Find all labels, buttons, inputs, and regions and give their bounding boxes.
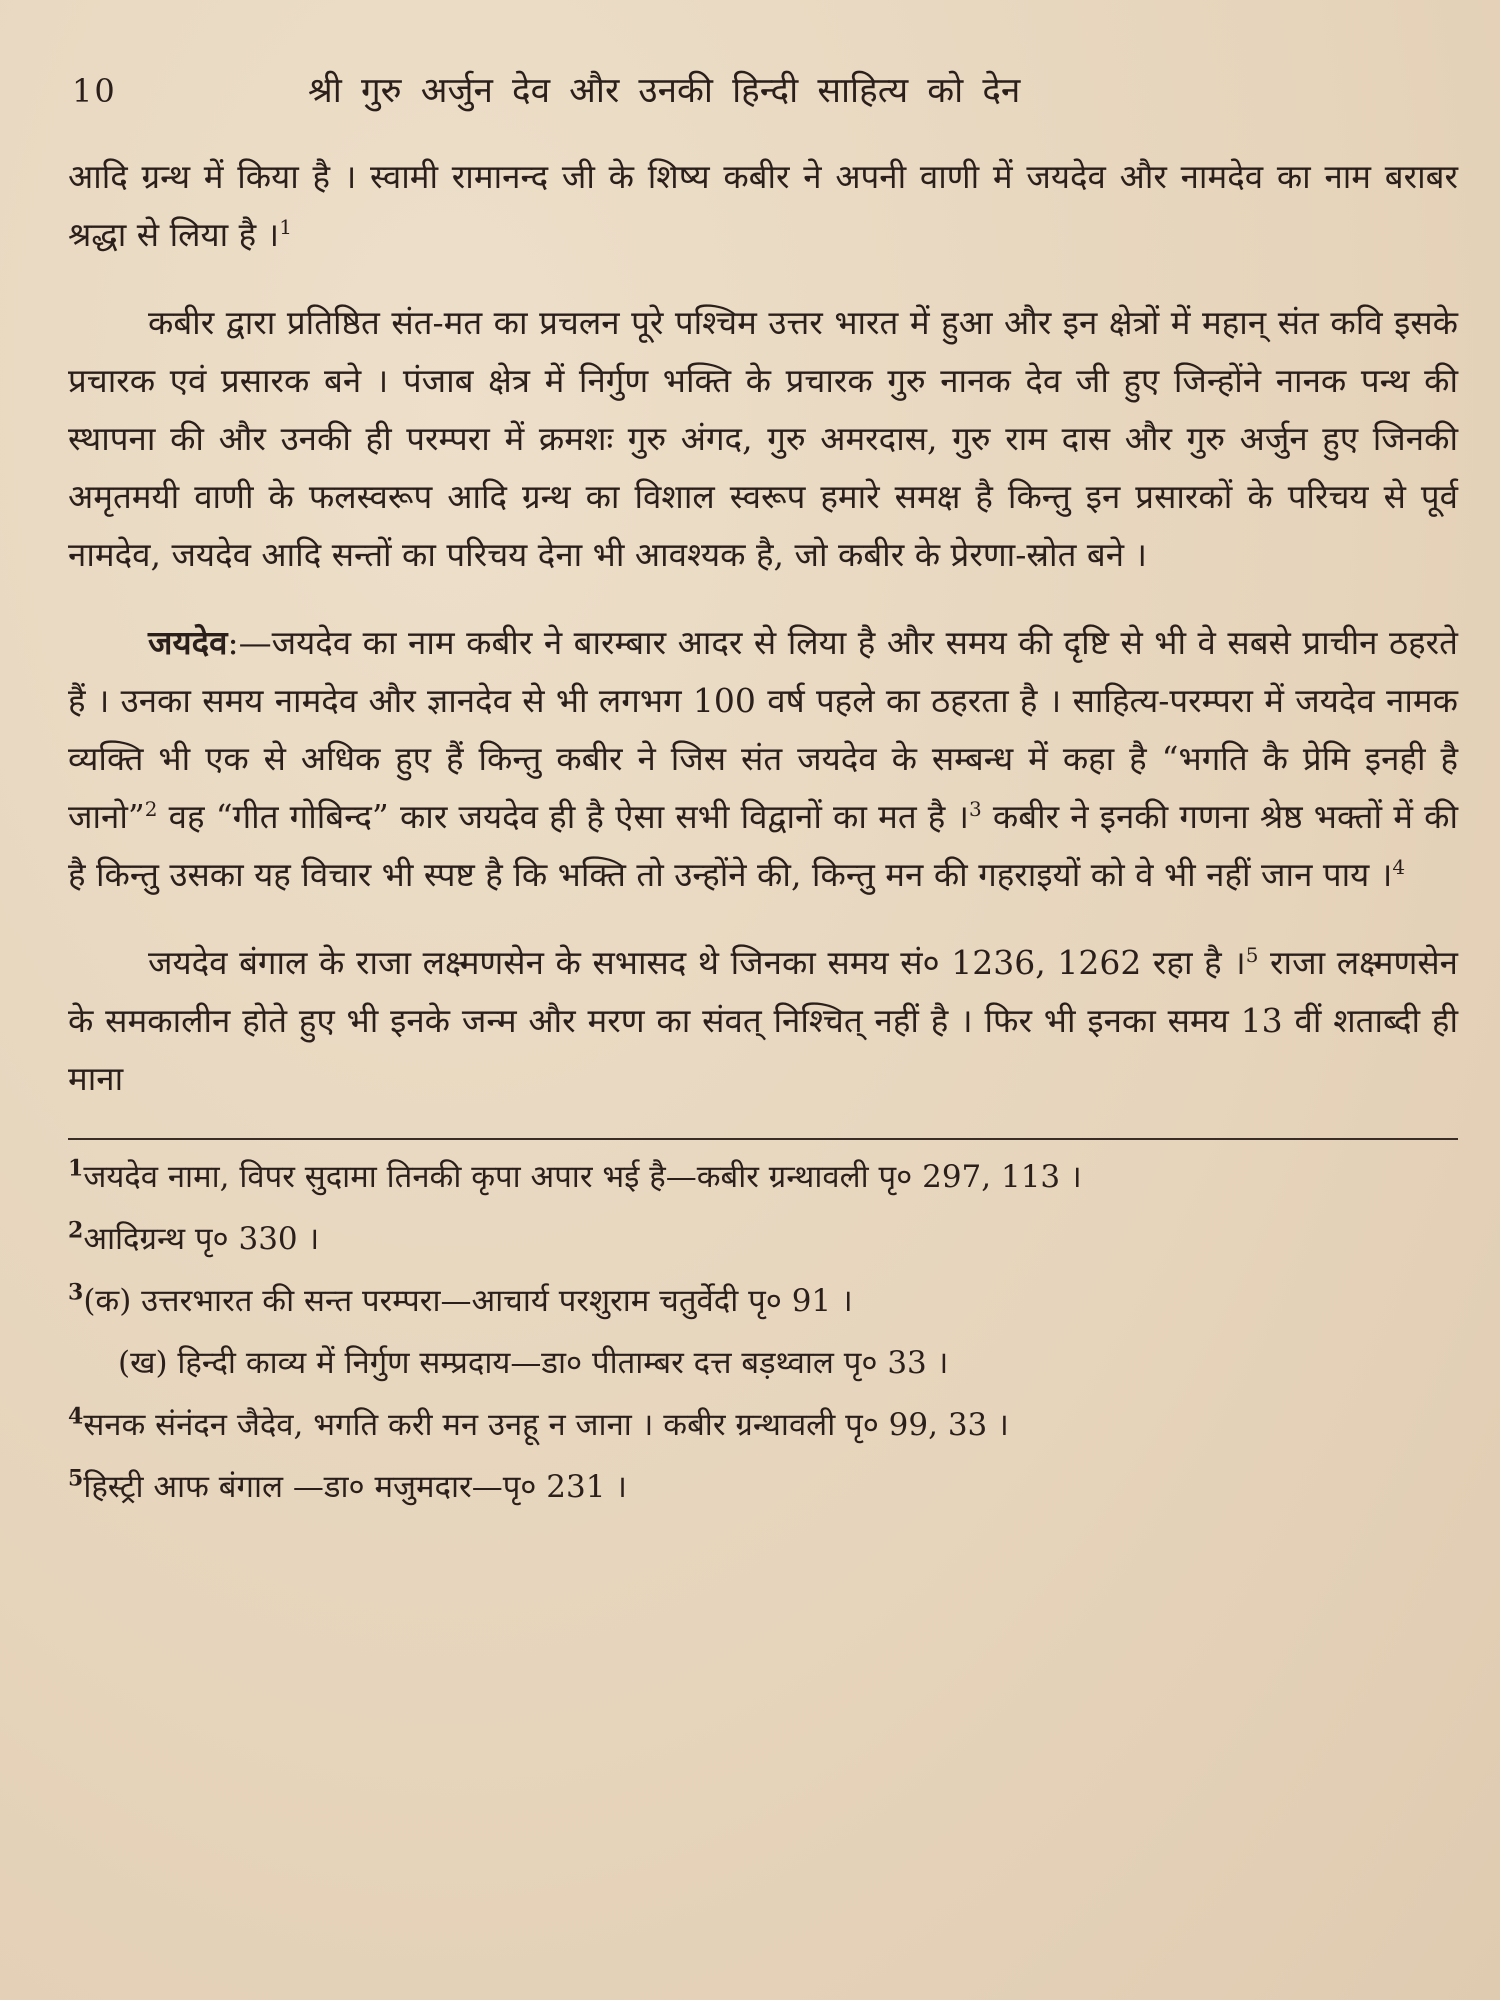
- footnote-text: सनक संनंदन जैदेव, भगति करी मन उनहू न जाना । कबीर ग्रन्थावली पृ० 99, 33 ।: [83, 1407, 1009, 1443]
- footnote-text: हिस्ट्री आफ बंगाल —डा० मजुमदार—पृ० 231 ।: [83, 1469, 628, 1505]
- term-jaydev: जयदेव: [148, 623, 228, 662]
- footnote-4: [68, 1398, 1458, 1452]
- footnote-ref-1: 1: [279, 215, 292, 239]
- running-title: श्री गुरु अर्जुन देव और उनकी हिन्दी साहित्य को देन: [308, 71, 1021, 111]
- footnote-1: [68, 1150, 1458, 1204]
- footnote-3b: [68, 1336, 1458, 1390]
- footnote-number: 2: [68, 1217, 84, 1244]
- paragraph-3: [68, 614, 1458, 904]
- footnote-number: 5: [68, 1465, 84, 1492]
- footnote-2: [68, 1212, 1458, 1266]
- paragraph-2: [68, 294, 1458, 584]
- paragraph-2-text: कबीर द्वारा प्रतिष्ठित संत-मत का प्रचलन पूरे पश्चिम उत्तर भारत में हुआ और इन क्षेत्रों में महान् संत कवि इसके प्रचारक एवं प्रसारक बने । पंजाब क्षेत्र में निर्गुण भक्ति के प्रचारक गुरु नानक देव जी हुए जिन्होंने नानक पन्थ की स्थापना की और उनकी ही परम्परा में क्रमशः गुरु अंगद, गुरु अमरदास, गुरु राम दास और गुरु अर्जुन हुए जिनकी अमृतमयी वाणी के फलस्वरूप आदि ग्रन्थ का विशाल स्वरूप हमारे समक्ष है किन्तु इन प्रसारकों के परिचय से पूर्व नामदेव, जयदेव आदि सन्तों का परिचय देना भी आवश्यक है, जो कबीर के प्रेरणा-स्रोत बने ।: [68, 303, 1458, 574]
- footnote-number: 3: [68, 1279, 84, 1306]
- paragraph-4-part1: जयदेव बंगाल के राजा लक्ष्मणसेन के सभासद थे जिनका समय सं० 1236, 1262 रहा है ।: [148, 943, 1246, 982]
- paragraph-4: [68, 934, 1458, 1108]
- book-page: [68, 60, 1458, 1980]
- paragraph-3-part3: कबीर ने इनकी गणना श्रेष्ठ भक्तों में की है किन्तु उसका यह विचार भी स्पष्ट है कि भक्ति तो उन्होंने की, किन्तु मन की गहराइयों को वे भी नहीं जान पाय ।: [68, 797, 1458, 894]
- footnote-text: (ख) हिन्दी काव्य में निर्गुण सम्प्रदाय—डा० पीताम्बर दत्त बड़थ्वाल पृ० 33 ।: [118, 1345, 949, 1381]
- footnote-text: जयदेव नामा, विपर सुदामा तिनकी कृपा अपार भई है—कबीर ग्रन्थावली पृ० 297, 113 ।: [83, 1159, 1082, 1195]
- footnote-number: 4: [68, 1403, 84, 1430]
- footnote-text: (क) उत्तरभारत की सन्त परम्परा—आचार्य परशुराम चतुर्वेदी पृ० 91 ।: [83, 1283, 853, 1319]
- body-text: [68, 148, 1458, 1108]
- footnotes: [68, 1150, 1458, 1514]
- page-number: 10: [72, 72, 117, 110]
- footnote-5: [68, 1460, 1458, 1514]
- footnote-divider: [68, 1138, 1458, 1140]
- footnote-ref-2: 2: [144, 797, 158, 821]
- paragraph-1: [68, 148, 1458, 264]
- paragraph-3-part1: :—जयदेव का नाम कबीर ने बारम्बार आदर से लिया है और समय की दृष्टि से भी वे सबसे प्राचीन ठहरते हैं । उनका समय नामदेव और ज्ञानदेव से भी लगभग 100 वर्ष पहले का ठहरता है । साहित्य-परम्परा में जयदेव नामक व्यक्ति भी एक से अधिक हुए हैं किन्तु कबीर ने जिस संत जयदेव के सम्बन्ध में कहा है “भगति कै प्रेमि इनही है जानो”: [68, 623, 1458, 836]
- paragraph-3-part2: वह “गीत गोबिन्द” कार जयदेव ही है ऐसा सभी विद्वानों का मत है ।: [157, 797, 969, 836]
- footnote-ref-5: 5: [1245, 943, 1259, 967]
- footnote-ref-4: 4: [1392, 855, 1406, 879]
- page-header: [68, 60, 1458, 130]
- paragraph-1-text: आदि ग्रन्थ में किया है । स्वामी रामानन्द जी के शिष्य कबीर ने अपनी वाणी में जयदेव और नामदेव का नाम बराबर श्रद्धा से लिया है ।: [68, 157, 1458, 254]
- footnote-text: आदिग्रन्थ पृ० 330 ।: [83, 1221, 320, 1257]
- paragraph-4-part2: राजा लक्ष्मणसेन के समकालीन होते हुए भी इनके जन्म और मरण का संवत् निश्चित् नहीं है । फिर भी इनका समय 13 वीं शताब्दी ही माना: [68, 943, 1458, 1098]
- footnote-number: 1: [68, 1155, 84, 1182]
- footnote-ref-3: 3: [969, 797, 982, 821]
- footnote-3: [68, 1274, 1458, 1328]
